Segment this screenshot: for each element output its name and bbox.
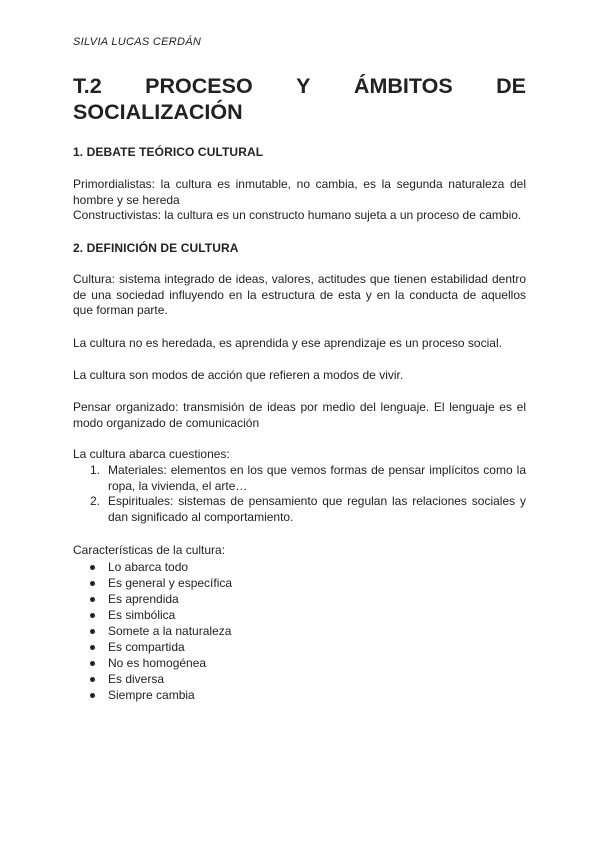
list-number: 2. [90, 494, 101, 508]
list-item-text: Somete a la naturaleza [108, 624, 232, 638]
bullet-icon [90, 597, 95, 602]
bullet-list-intro: Características de la cultura: [73, 543, 226, 557]
list-item [90, 575, 232, 591]
paragraph-cultura-definicion: Cultura: sistema integrado de ideas, valores, actitudes que tienen estabilidad dentro de una sociedad influyendo en la estructura de esta y en la conducta de aquellos que forman parte. [73, 272, 526, 317]
bullet-icon [90, 565, 95, 570]
bullet-icon [90, 677, 95, 682]
paragraph-primordialistas: Primordialistas: la cultura es inmutable, no cambia, es la segunda naturaleza del hombre y se hereda [73, 177, 526, 207]
section-2-heading: 2. DEFINICIÓN DE CULTURA [73, 241, 239, 255]
section-1-heading: 1. DEBATE TEÓRICO CULTURAL [73, 145, 264, 159]
title-word: DE [496, 74, 526, 98]
list-item-text: Es aprendida [108, 592, 179, 606]
title-word: ÁMBITOS [353, 74, 453, 98]
list-item [90, 655, 232, 671]
title-line-1 [73, 73, 526, 99]
list-item [90, 607, 232, 623]
bullet-icon [90, 613, 95, 618]
author-header: SILVIA LUCAS CERDÁN [73, 36, 202, 48]
list-item-text: Espirituales: sistemas de pensamiento que regulan las relaciones sociales y dan significado al comportamiento. [108, 494, 526, 524]
list-item-text: Lo abarca todo [108, 560, 189, 574]
list-item-text: Es general y específica [108, 576, 233, 590]
bullet-list [90, 559, 232, 703]
list-item-text: Es compartida [108, 640, 185, 654]
paragraph-constructivistas: Constructivistas: la cultura es un constructo humano sujeta a un proceso de cambio. [73, 208, 522, 222]
paragraph-pensar-organizado: Pensar organizado: transmisión de ideas por medio del lenguaje. El lenguaje es el modo organizado de comunicación [73, 400, 526, 430]
title-word: Y [296, 74, 311, 98]
bullet-icon [90, 581, 95, 586]
paragraph-cultura-aprendida: La cultura no es heredada, es aprendida y ese aprendizaje es un proceso social. [73, 336, 502, 350]
list-item-text: Materiales: elementos en los que vemos formas de pensar implícitos como la ropa, la vivienda, el arte… [108, 463, 526, 493]
list-item [90, 463, 526, 494]
list-number: 1. [90, 463, 101, 477]
list-item [90, 591, 232, 607]
ordered-list-intro: La cultura abarca cuestiones: [73, 447, 230, 461]
list-item [90, 687, 232, 703]
paragraph-modos-accion: La cultura son modos de acción que refieren a modos de vivir. [73, 368, 404, 382]
list-item [90, 623, 232, 639]
list-item [90, 671, 232, 687]
list-item-text: No es homogénea [108, 656, 207, 670]
list-item-text: Es diversa [108, 672, 165, 686]
list-item-text: Siempre cambia [108, 688, 195, 702]
list-item [90, 494, 526, 525]
page-title [73, 73, 526, 125]
list-item [90, 559, 232, 575]
bullet-icon [90, 629, 95, 634]
bullet-icon [90, 645, 95, 650]
list-item-text: Es simbólica [108, 608, 176, 622]
ordered-list [90, 463, 526, 525]
title-word: T.2 [73, 74, 102, 98]
list-item [90, 639, 232, 655]
bullet-icon [90, 693, 95, 698]
title-word: PROCESO [145, 74, 253, 98]
title-line-2: SOCIALIZACIÓN [73, 100, 243, 124]
bullet-icon [90, 661, 95, 666]
